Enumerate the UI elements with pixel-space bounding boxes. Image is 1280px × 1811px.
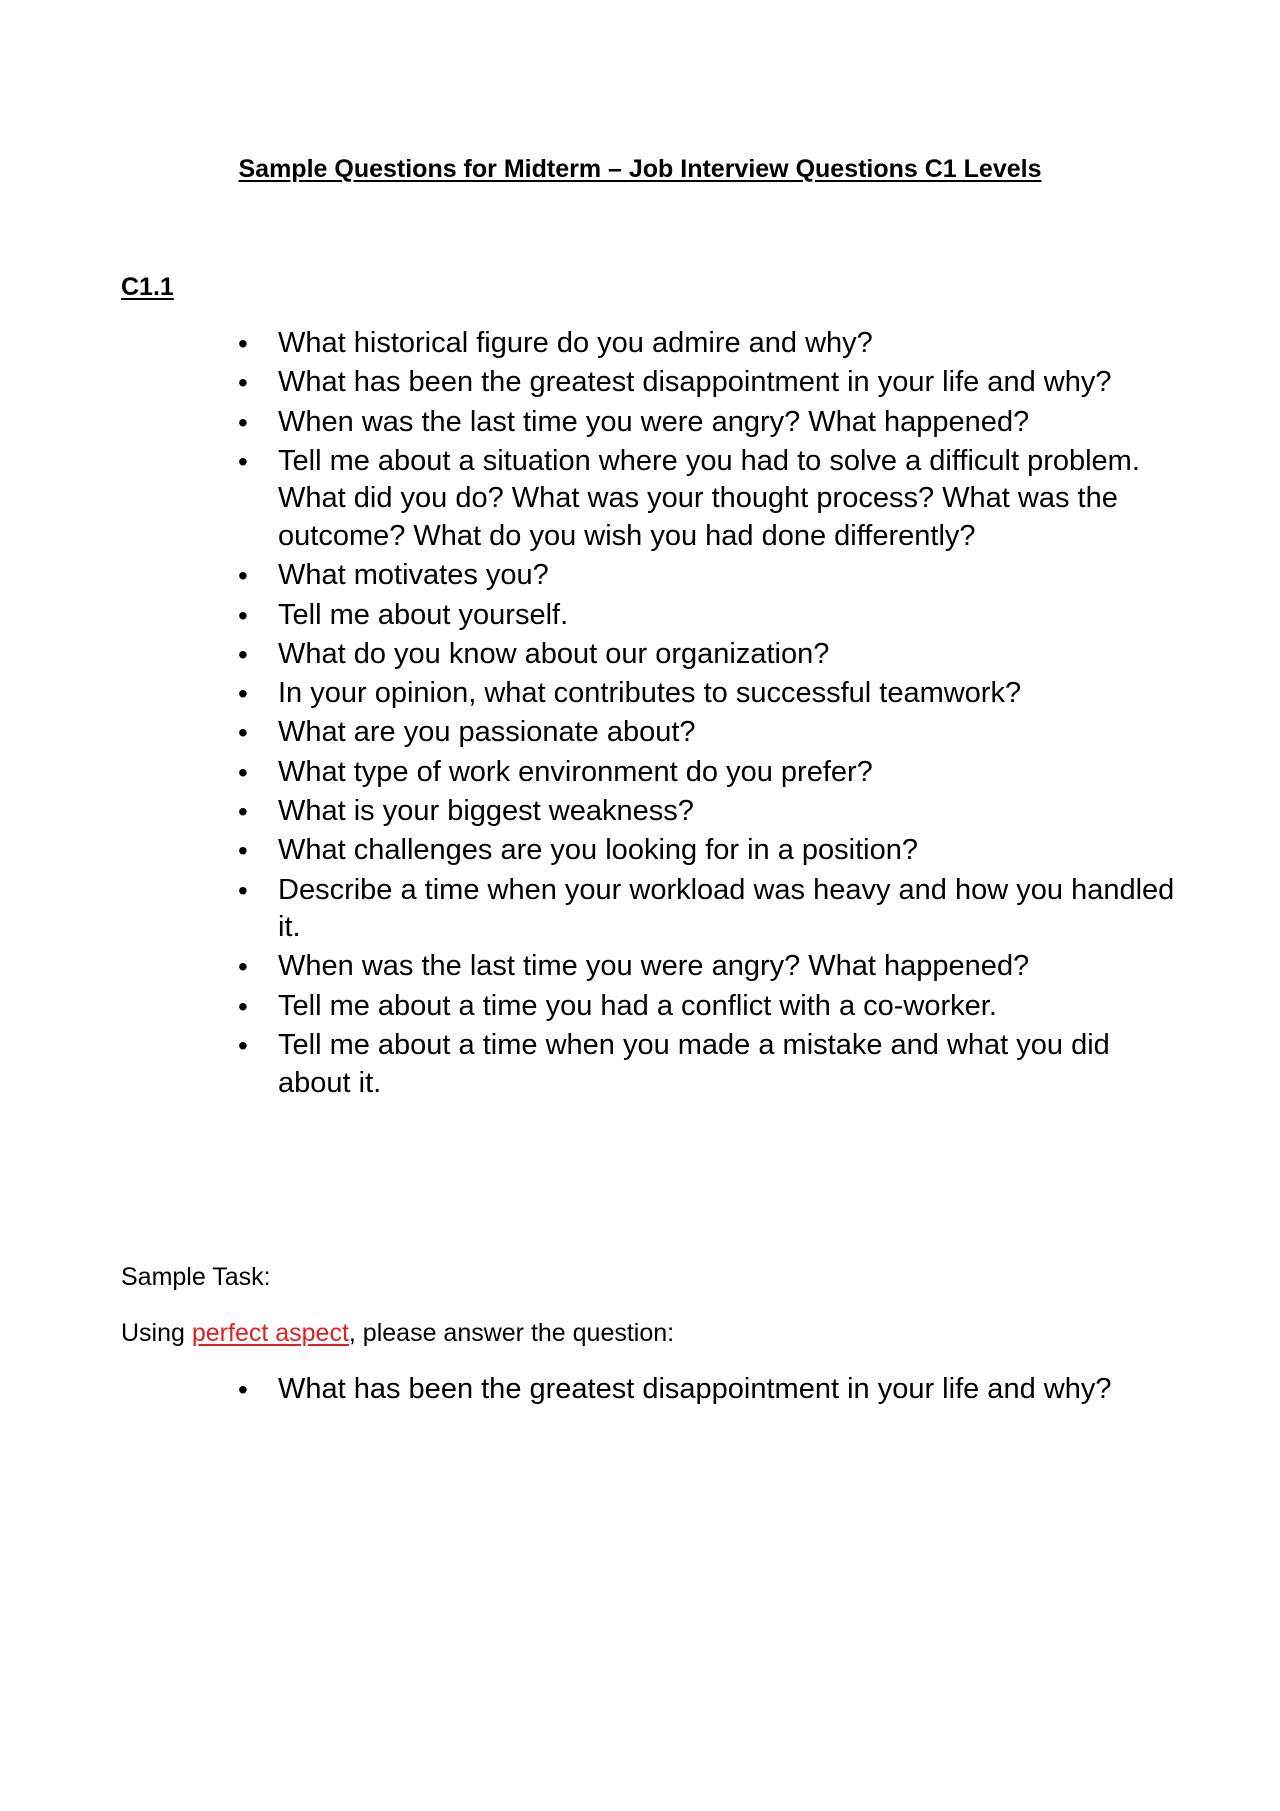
bullet-icon: • <box>238 560 248 592</box>
question-text: What type of work environment do you prefer? <box>278 755 873 788</box>
bullet-icon: • <box>238 756 248 788</box>
list-item <box>0 325 1280 363</box>
instruction-prefix: Using <box>121 1319 192 1347</box>
list-item <box>0 1371 1280 1409</box>
list-item <box>0 597 1280 635</box>
question-text: What do you know about our organization? <box>278 637 830 670</box>
document-title: Sample Questions for Midterm – Job Interview Questions C1 Levels <box>238 155 1042 183</box>
sample-task-instruction <box>121 1316 674 1350</box>
bullet-icon: • <box>238 638 248 670</box>
bullet-icon: • <box>238 717 248 749</box>
list-item <box>0 754 1280 792</box>
list-item <box>0 988 1280 1026</box>
question-text: Tell me about a time when you made a mistake and what you did about it. <box>278 1029 1110 1099</box>
question-text: What are you passionate about? <box>278 716 696 749</box>
instruction-highlight: perfect aspect <box>191 1319 349 1347</box>
bullet-icon: • <box>238 1374 248 1405</box>
list-item <box>0 872 1280 947</box>
bullet-icon: • <box>238 990 248 1022</box>
sample-task-question: What has been the greatest disappointment in your life and why? <box>278 1373 1112 1405</box>
list-item <box>0 557 1280 595</box>
question-text: In your opinion, what contributes to successful teamwork? <box>278 677 1022 710</box>
list-item <box>0 404 1280 442</box>
list-item <box>0 1027 1280 1102</box>
question-text: What historical figure do you admire and why? <box>278 327 873 359</box>
question-text: What is your biggest weakness? <box>278 795 694 827</box>
question-text: Tell me about a situation where you had to solve a difficult problem. What did you do? What was your thought process? What was the outcome? What do you wish you had done differently? <box>278 444 1140 553</box>
bullet-icon: • <box>238 951 248 983</box>
question-text: What has been the greatest disappointment in your life and why? <box>278 366 1112 399</box>
question-text: Describe a time when your workload was heavy and how you handled it. <box>278 873 1175 944</box>
bullet-icon: • <box>238 328 248 359</box>
list-item <box>0 636 1280 674</box>
list-item <box>0 793 1280 831</box>
bullet-icon: • <box>238 678 248 710</box>
question-text: When was the last time you were angry? What happened? <box>278 405 1030 438</box>
bullet-icon: • <box>238 874 248 906</box>
question-text: Tell me about a time you had a conflict with a co-worker. <box>278 989 997 1022</box>
question-list <box>0 325 1280 1104</box>
bullet-icon: • <box>238 406 248 438</box>
list-item <box>0 714 1280 752</box>
question-text: What challenges are you looking for in a position? <box>278 834 918 867</box>
section-heading-c1-1: C1.1 <box>121 273 174 301</box>
bullet-icon: • <box>238 445 248 477</box>
question-text: What motivates you? <box>278 559 549 592</box>
bullet-icon: • <box>238 1030 248 1061</box>
question-text: Tell me about yourself. <box>278 598 569 631</box>
bullet-icon: • <box>238 599 248 631</box>
question-text: When was the last time you were angry? What happened? <box>278 950 1030 983</box>
sample-task-list <box>0 1371 1280 1409</box>
list-item <box>0 832 1280 870</box>
bullet-icon: • <box>238 796 248 827</box>
list-item <box>0 948 1280 986</box>
list-item <box>0 675 1280 713</box>
instruction-suffix: , please answer the question: <box>348 1319 675 1347</box>
list-item <box>0 364 1280 402</box>
bullet-icon: • <box>238 835 248 867</box>
sample-task-label: Sample Task: <box>121 1263 271 1291</box>
list-item <box>0 443 1280 556</box>
bullet-icon: • <box>238 367 248 399</box>
